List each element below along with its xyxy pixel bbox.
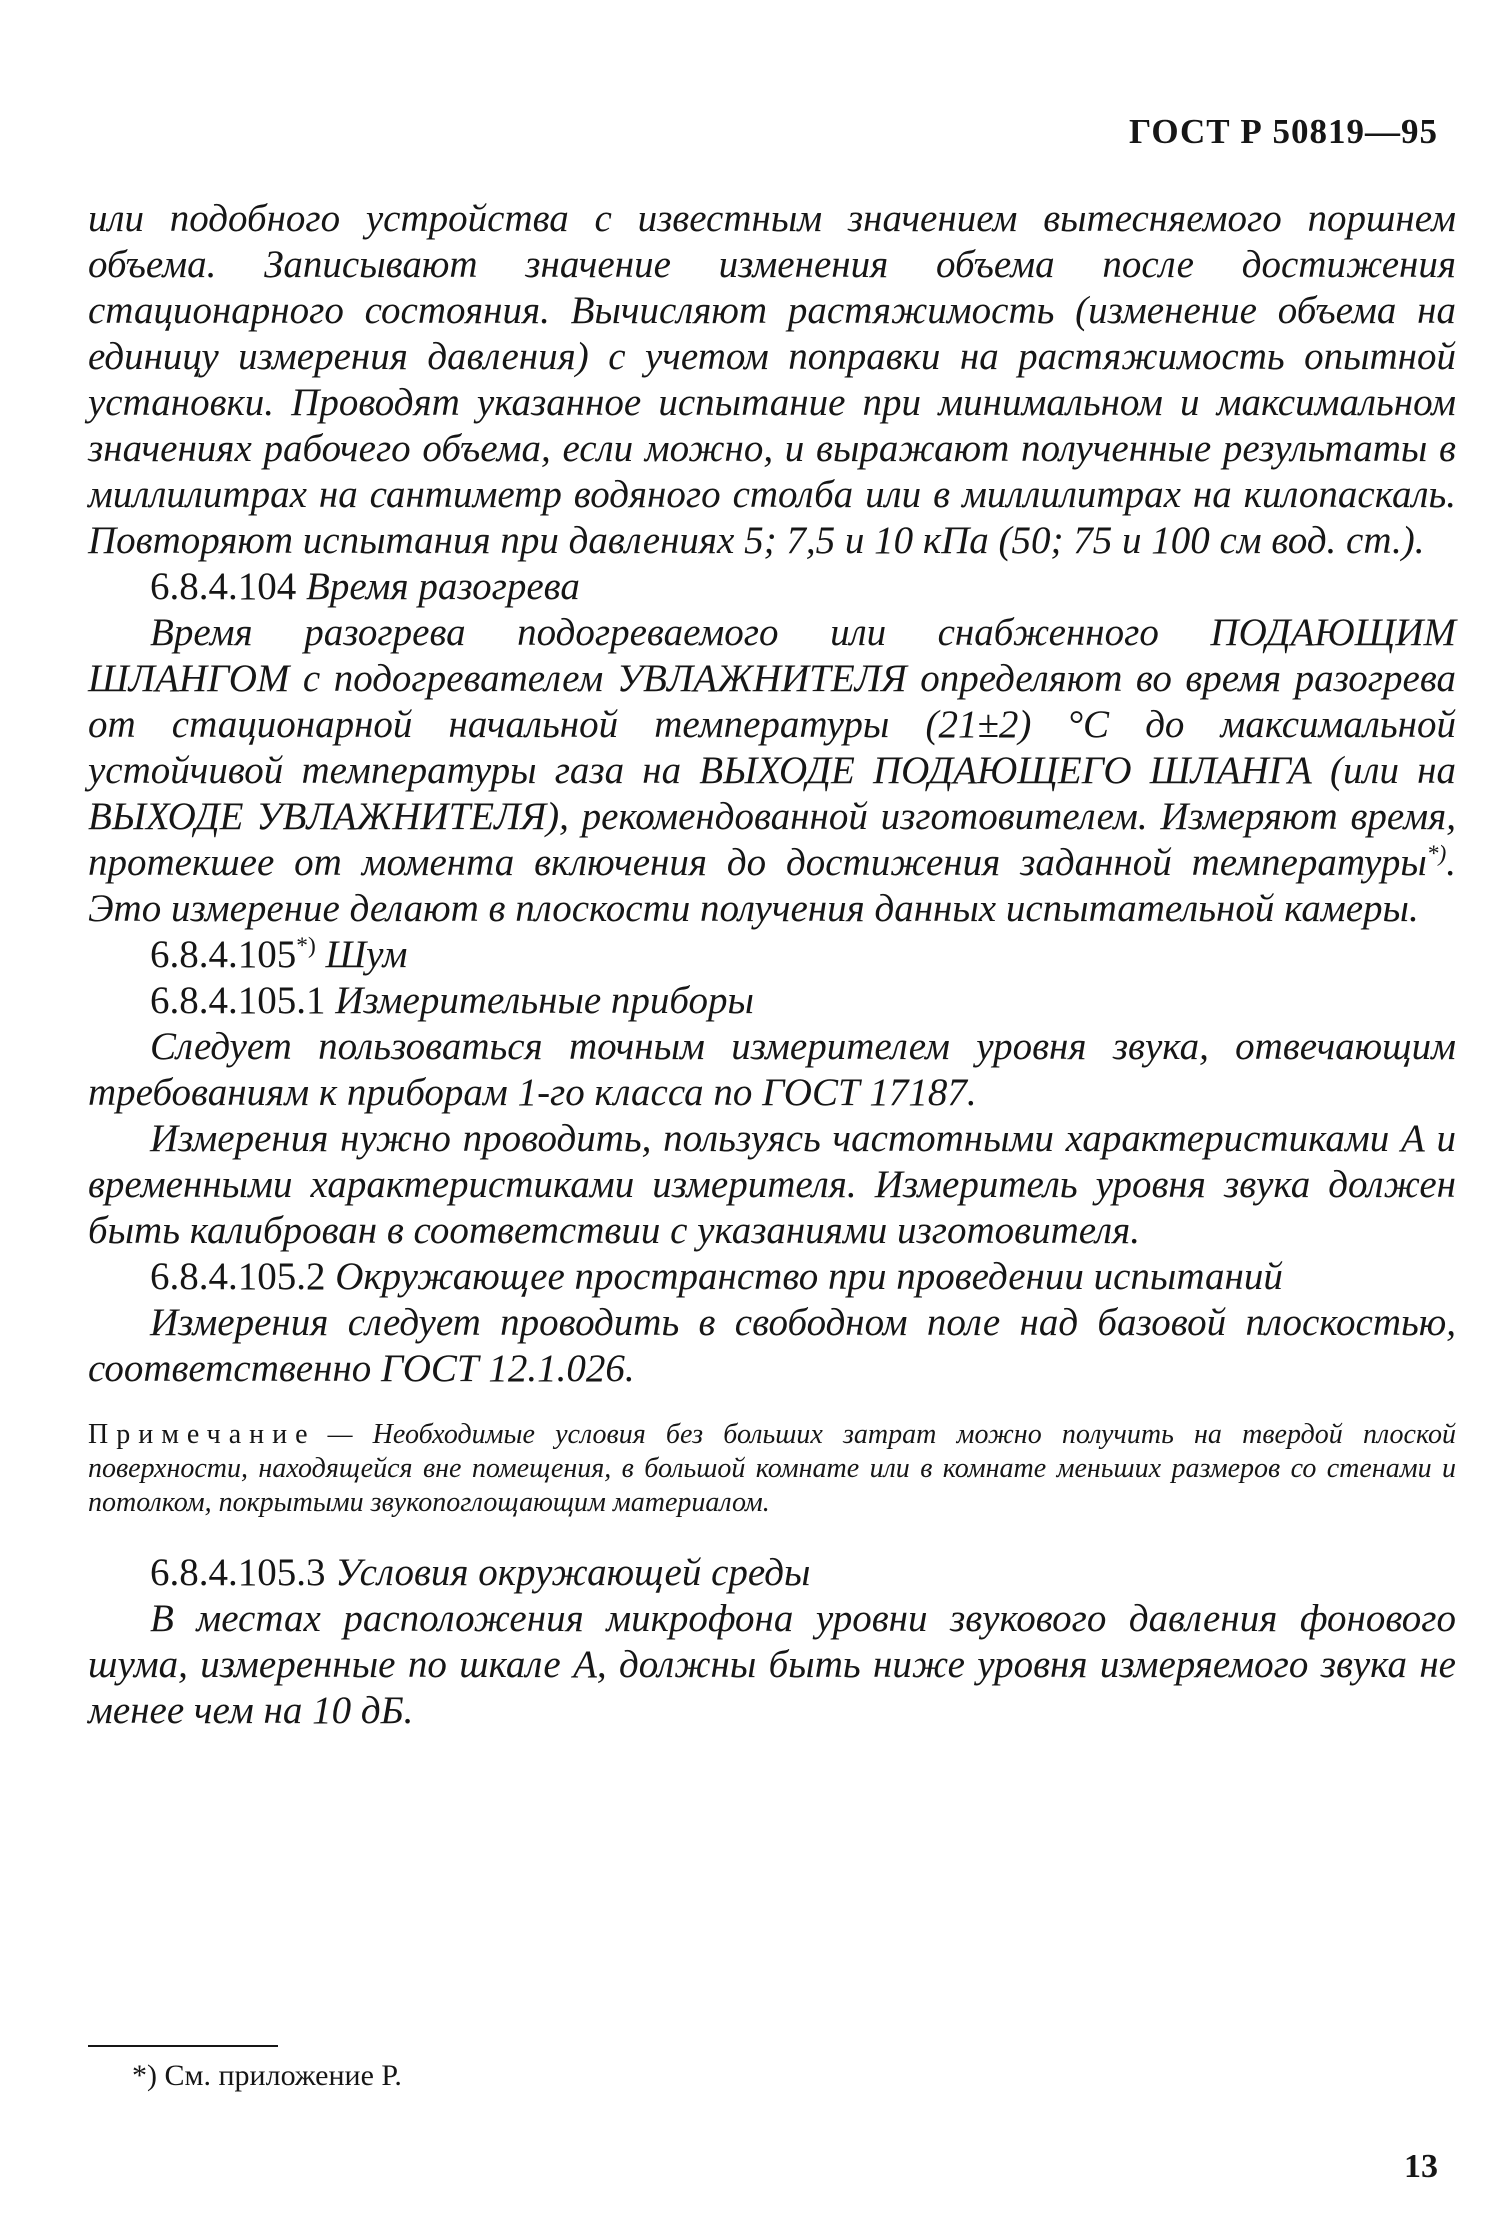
section-number: 6.8.4.105.3 [150, 1551, 326, 1594]
paragraph-text: Время разогрева подогреваемого или снабженного ПОДАЮЩИМ ШЛАНГОМ с подогревателем УВЛАЖНИТЕЛЯ определяют во время разогрева от стационарной начальной температуры (21±2) °С до максимальной устойчивой температуры газа на ВЫХОДЕ ПОДАЮЩЕГО ШЛАНГА (или на ВЫХОДЕ УВЛАЖНИТЕЛЯ), рекомендованной изготовителем. Измеряют время, протекшее от момента включения до достижения заданной температуры [88, 611, 1456, 884]
section-heading-6-8-4-105-3 [88, 1550, 1456, 1596]
document-code-header: ГОСТ Р 50819—95 [1128, 112, 1438, 151]
section-number: 6.8.4.105.1 [150, 979, 326, 1022]
section-title: Шум [325, 933, 408, 976]
main-text [88, 196, 1456, 1734]
section-heading-6-8-4-105-1 [88, 978, 1456, 1024]
footnote-reference: *) [1426, 841, 1447, 867]
paragraph-measurements: Измерения нужно проводить, пользуясь частотными характеристиками А и временными характеристиками измерителя. Измеритель уровня звука должен быть калиброван в соответствии с указаниями изготовителя. [88, 1117, 1456, 1252]
section-heading-6-8-4-105 [88, 932, 1456, 978]
section-title: Время разогрева [306, 565, 580, 608]
section-number: 6.8.4.104 [150, 565, 297, 608]
section-title: Условия окружающей среды [335, 1551, 811, 1594]
section-title: Окружающее пространство при проведении испытаний [335, 1255, 1283, 1298]
paragraph-background-noise: В местах расположения микрофона уровни звукового давления фонового шума, измеренные по шкале А, должны быть ниже уровня измеряемого звука не менее чем на 10 дБ. [88, 1597, 1456, 1732]
paragraph-text-tail: . Это измерение делают в плоскости получения данных испытательной камеры. [88, 841, 1456, 930]
paragraph-free-field: Измерения следует проводить в свободном поле над базовой плоскостью, соответственно ГОСТ 12.1.026. [88, 1301, 1456, 1390]
section-heading-6-8-4-105-2 [88, 1254, 1456, 1300]
note-label: Примечание [88, 1419, 316, 1450]
section-number: 6.8.4.105.2 [150, 1255, 326, 1298]
paragraph-instruments: Следует пользоваться точным измерителем уровня звука, отвечающим требованиям к приборам 1-го класса по ГОСТ 17187. [88, 1025, 1456, 1114]
note-text: — Необходимые условия без больших затрат можно получить на твердой плоской поверхности, находящейся вне помещения, в большой комнате или в комнате меньших размеров со стенами и потолком, покрытыми звукопоглощающим материалом. [88, 1419, 1456, 1518]
footnote-reference: *) [296, 933, 316, 959]
section-heading-6-8-4-104 [88, 564, 1456, 610]
section-title: Измерительные приборы [335, 979, 754, 1022]
paragraph-continuation: или подобного устройства с известным значением вытесняемого поршнем объема. Записывают значение изменения объема после достижения стационарного состояния. Вычисляют растяжимость (изменение объема на единицу измерения давления) с учетом поправки на растяжимость опытной установки. Проводят указанное испытание при минимальном и максимальном значениях рабочего объема, если можно, и выражают полученные результаты в миллилитрах на сантиметр водяного столба или в миллилитрах на килопаскаль. Повторяют испытания при давлениях 5; 7,5 и 10 кПа (50; 75 и 100 см вод. ст.). [88, 197, 1456, 562]
footnote-text: *) См. приложение Р. [132, 2059, 402, 2092]
note-block [88, 1418, 1456, 1520]
page-number: 13 [1404, 2148, 1438, 2185]
section-number: 6.8.4.105 [150, 933, 297, 976]
footnote-divider [88, 2045, 278, 2047]
paragraph-warmup-time [88, 610, 1456, 932]
